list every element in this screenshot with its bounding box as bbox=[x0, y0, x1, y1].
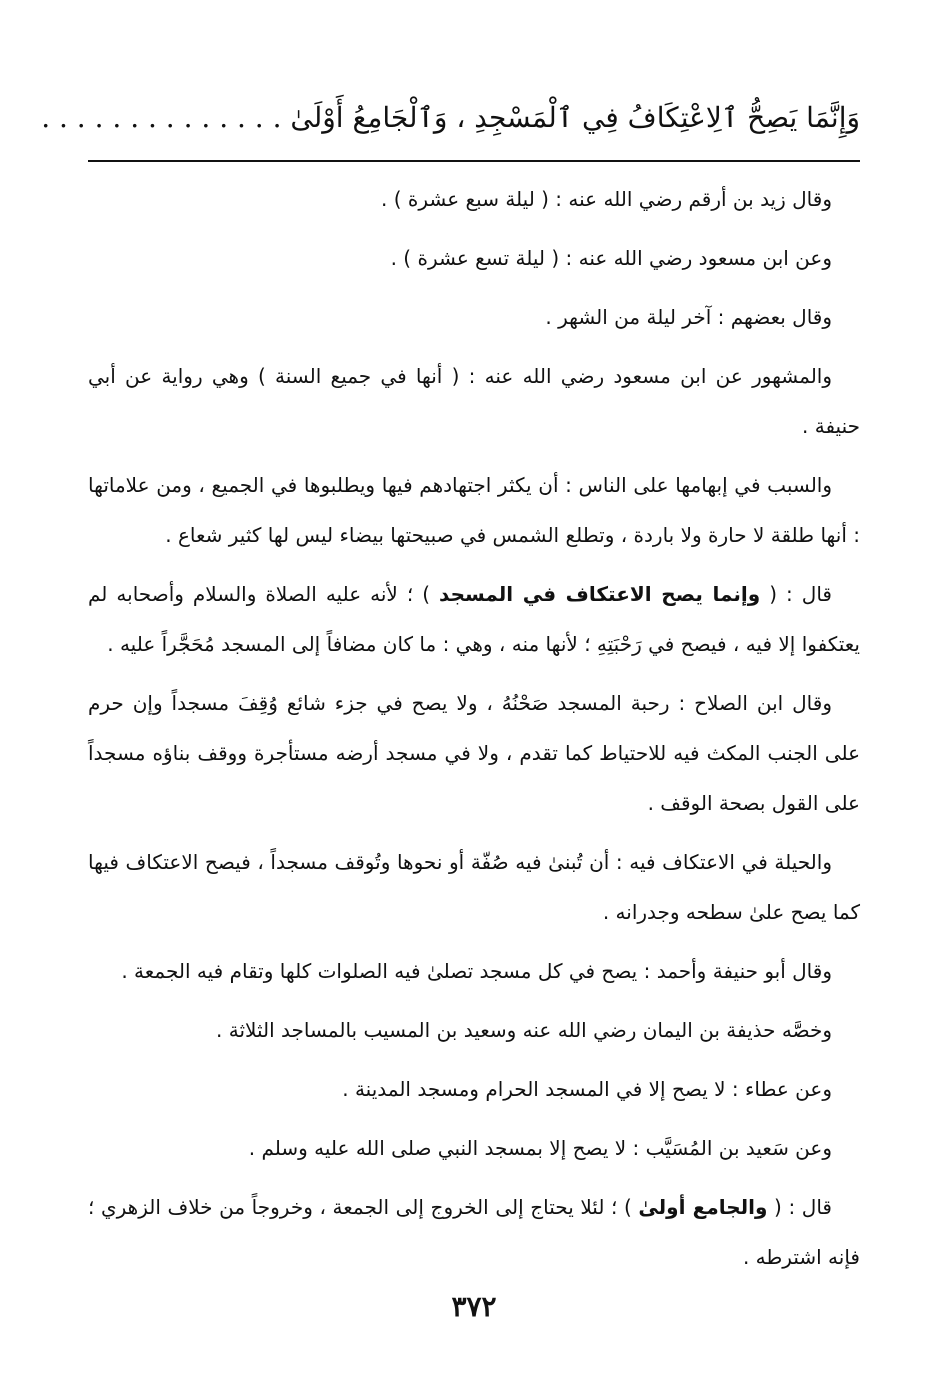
paragraph: وقال بعضهم : آخر ليلة من الشهر . bbox=[545, 305, 832, 329]
header-title: وَإِنَّمَا يَصِحُّ ٱلِاعْتِكَافُ فِي ٱلْمَسْجِدِ ، وَٱلْجَامِعُ أَوْلَىٰ bbox=[290, 101, 860, 134]
page-number: ٣٧٢ bbox=[451, 1290, 497, 1323]
paragraph: وعن ابن مسعود رضي الله عنه : ( ليلة تسع عشرة ) . bbox=[390, 246, 832, 270]
quote-open: قال : ( bbox=[760, 582, 832, 606]
paragraph: وخصَّه حذيفة بن اليمان رضي الله عنه وسعيد بن المسيب بالمساجد الثلاثة . bbox=[216, 1018, 832, 1042]
commentary-text: ) ؛ لأنه عليه الصلاة والسلام وأصحابه لم يعتكفوا إلا فيه ، فيصح في رَحْبَتِهِ ؛ لأنها منه ، وهي : ما كان مضافاً إلى المسجد مُحَجَّراً عليه . bbox=[88, 582, 860, 656]
paragraph bbox=[88, 1182, 860, 1282]
matn-quote: والجامع أولىٰ bbox=[638, 1195, 768, 1219]
quote-open: قال : ( bbox=[767, 1195, 832, 1219]
paragraph bbox=[88, 569, 860, 669]
paragraph: وعن عطاء : لا يصح إلا في المسجد الحرام ومسجد المدينة . bbox=[342, 1077, 832, 1101]
paragraph: والسبب في إبهامها على الناس : أن يكثر اجتهادهم فيها ويطلبوها في الجميع ، ومن علاماتها : أنها طلقة لا حارة ولا باردة ، وتطلع الشمس في صبيحتها بيضاء ليس لها كثير شعاع . bbox=[88, 473, 860, 547]
paragraph: وقال أبو حنيفة وأحمد : يصح في كل مسجد تصلىٰ فيه الصلوات كلها وتقام فيه الجمعة . bbox=[121, 959, 832, 983]
commentary-text: ) ؛ لئلا يحتاج إلى الخروج إلى الجمعة ، وخروجاً من خلاف الزهري ؛ فإنه اشترطه . bbox=[88, 1195, 860, 1269]
paragraph: وقال زيد بن أرقم رضي الله عنه : ( ليلة سبع عشرة ) . bbox=[381, 187, 832, 211]
running-header bbox=[41, 88, 860, 148]
paragraph: والمشهور عن ابن مسعود رضي الله عنه : ( أنها في جميع السنة ) وهي رواية عن أبي حنيفة . bbox=[88, 364, 860, 438]
matn-quote: وإنما يصح الاعتكاف في المسجد bbox=[439, 582, 761, 606]
header-dots: . . . . . . . . . . . . . . bbox=[41, 101, 282, 134]
paragraph: وقال ابن الصلاح : رحبة المسجد صَحْنُهُ ، ولا يصح في جزء شائع وُقِفَ مسجداً وإن حرم على الجنب المكث فيه للاحتياط كما تقدم ، ولا في مسجد أرضه مستأجرة ووقف بناؤه مسجداً على القول بصحة الوقف . bbox=[88, 691, 860, 815]
body-text bbox=[88, 174, 860, 1291]
paragraph: وعن سَعيد بن المُسَيَّب : لا يصح إلا بمسجد النبي صلى الله عليه وسلم . bbox=[248, 1136, 832, 1160]
header-rule bbox=[88, 160, 860, 162]
paragraph: والحيلة في الاعتكاف فيه : أن تُبنىٰ فيه صُفّة أو نحوها وتُوقف مسجداً ، فيصح الاعتكاف فيها كما يصح علىٰ سطحه وجدرانه . bbox=[88, 850, 860, 924]
